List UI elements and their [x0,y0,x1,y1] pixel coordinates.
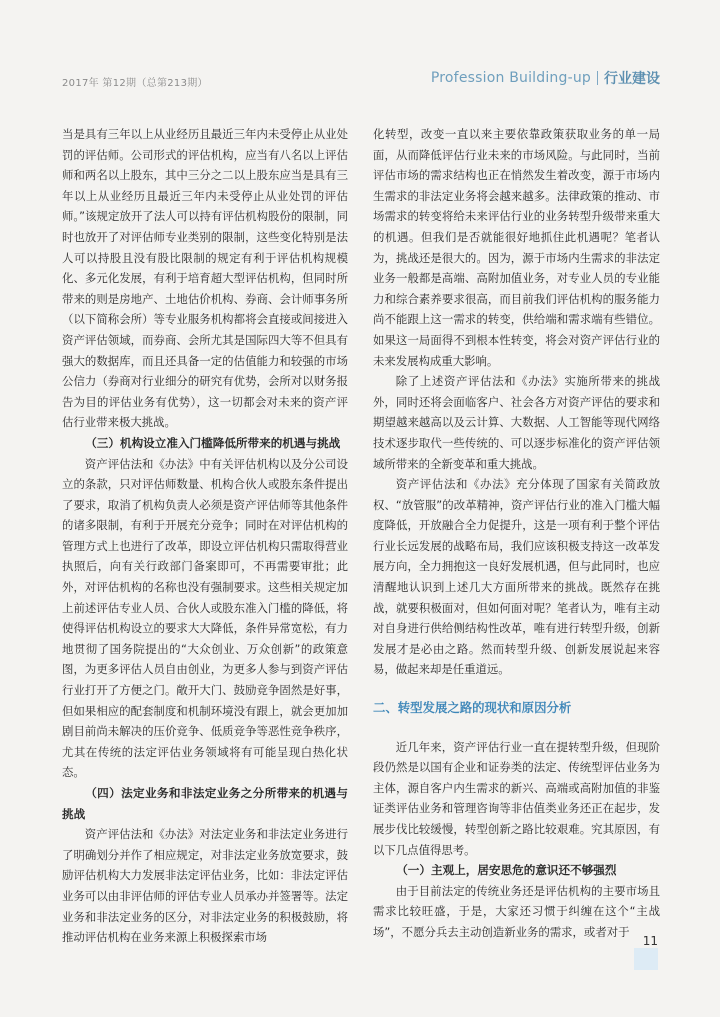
paragraph: 化转型，改变一直以来主要依靠政策获取业务的单一局面，从而降低评估行业未来的市场风险。与此同时，当前评估市场的需求结构也正在悄然发生着改变，源于市场内生需求的非法定业务将会越来越多。法律政策的推动、市场需求的转变将给未来评估行业的业务转型升级带来重大的机遇。但我们是否就能很好地抓住此机遇呢？笔者认为，挑战还是很大的。因为，源于市场内生需求的非法定业务一般都是高端、高附加值业务，对专业人员的专业能力和综合素养要求很高，而目前我们评估机构的服务能力尚不能跟上这一需求的转变，供给端和需求端有些错位。如果这一局面得不到根本性转变，将会对资产评估行业的未来发展构成重大影响。 [373,127,660,368]
paragraph: 当是具有三年以上从业经历且最近三年内未受停止从业处罚的评估师。公司形式的评估机构，应当有八名以上评估师和两名以上股东，其中三分之二以上股东应当是具有三年以上从业经历且最近三年内未受停止从业处罚的评估师。”该规定放开了法人可以持有评估机构股份的限制，同时也放开了对评估师专业类别的限制，这些变化特别是法人可以持股且没有股比限制的规定有利于评估机构规模化、多元化发展，有利于培育超大型评估机构，但同时所带来的则是房地产、土地估价机构、券商、会计师事务所（以下简称会所）等专业服务机构都将会直接或间接进入资产评估领域，而券商、会所尤其是国际四大等不但具有强大的数据库，而且还具备一定的估值能力和较强的市场公信力（券商对行业细分的研究有优势，会所对以财务报告为目的评估业务有优势），这一切都会对未来的资产评估行业带来极大挑战。 [62,127,348,430]
right-column [373,124,660,943]
section-name-en: Profession Building-up [430,70,591,86]
section-header [431,68,660,88]
paragraph: 由于目前法定的传统业务还是评估机构的主要市场且需求比较旺盛，于是，大家还习惯于纠缠在这个“主战场”，不愿分兵去主动创造新业务的需求，或者对于 [373,883,660,939]
subheading: （四）法定业务和非法定业务之分所带来的机遇与挑战 [62,786,348,821]
section-name-cn: 行业建设 [604,71,660,87]
subheading: （三）机构设立准入门槛降低所带来的机遇与挑战 [85,435,341,450]
issue-info: 2017年 第12期（总第213期） [62,78,208,89]
page-number: 11 [642,934,658,948]
subheading: （一）主观上，居安思危的意识还不够强烈 [396,863,617,878]
paragraph: 除了上述资产评估法和《办法》实施所带来的挑战外，同时还将会面临客户、社会各方对资产评估的要求和期望越来越高以及云计算、大数据、人工智能等现代网络技术逐步取代一些传统的、可以逐步标准化的资产评估领域所带来的全新变革和重大挑战。 [373,374,660,471]
paragraph: 资产评估法和《办法》对法定业务和非法定业务进行了明确划分并作了相应规定，对非法定业务放宽要求，鼓励评估机构大力发展非法定评估业务，比如：非法定评估业务可以由非评估师的评估专业人员承办并签署等。法定业务和非法定业务的区分，对非法定业务的积极鼓励，将推动评估机构在业务来源上积极探索市场 [62,827,348,945]
page-tab-decoration [634,948,658,970]
section-heading: 二、转型发展之路的现状和原因分析 [373,700,572,716]
paragraph: 资产评估法和《办法》充分体现了国家有关简政放权、“放管服”的改革精神，资产评估行业的准入门槛大幅度降低，开放融合全力促提升，这是一项有利于整个评估行业长远发展的战略布局，我们应该积极支持这一改革发展方向，全力拥抱这一良好发展机遇，但与此同时，也应清醒地认识到上述几大方面所带来的挑战。既然存在挑战，就要积极面对，但如何面对呢？笔者认为，唯有主动对自身进行供给侧结构性改革，唯有进行转型升级，创新发展才是必由之路。然而转型升级、创新发展说起来容易，做起来却是任重道远。 [373,477,660,677]
left-column [62,124,348,948]
header-divider [597,71,598,85]
paragraph: 近几年来，资产评估行业一直在提转型升级，但现阶段仍然是以国有企业和证券类的法定、传统型评估业务为主体，源自客户内生需求的新兴、高端或高附加值的非鉴证类评估业务和管理咨询等非估值类业务还正在起步，发展步伐比较缓慢，转型创新之路比较艰难。究其原因，有以下几点值得思考。 [373,739,660,857]
paragraph: 资产评估法和《办法》中有关评估机构以及分公司设立的条款，只对评估师数量、机构合伙人或股东条件提出了要求，取消了机构负责人必须是资产评估师等其他条件的诸多限制，有利于开展充分竞争；同时在对评估机构的管理方式上也进行了改革，即设立评估机构只需取得营业执照后，向有关行政部门备案即可，不再需要审批；此外，对评估机构的名称也没有强制要求。这些相关规定加上前述评估专业人员、合伙人或股东准入门槛的降低，将使得评估机构设立的要求大大降低，条件异常宽松，有力地贯彻了国务院提出的“大众创业、万众创新”的政策意图，为更多评估人员自由创业，为更多人参与到资产评估行业打开了方便之门。敞开大门、鼓励竞争固然是好事，但如果相应的配套制度和机制环境没有跟上，就会更加加剧目前尚未解决的压价竞争、低质竞争等恶性竞争秩序，尤其在传统的法定评估业务领域将有可能呈现白热化状态。 [62,456,348,780]
